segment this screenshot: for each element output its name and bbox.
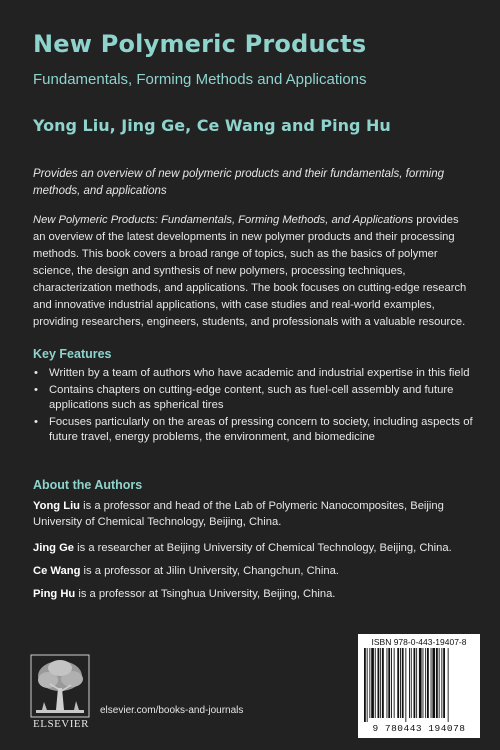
key-features-heading: Key Features (33, 347, 112, 361)
description-title: New Polymeric Products: Fundamentals, Forming Methods, and Applications (33, 214, 414, 226)
bullet-icon: • (34, 383, 38, 396)
book-subtitle: Fundamentals, Forming Methods and Applications (33, 71, 367, 88)
author-text: is a professor at Tsinghua University, Beijing, China. (75, 588, 336, 600)
author-text: is a professor and head of the Lab of Polymeric Nanocomposites, Beijing University of Chemical Technology, Beijing, China. (33, 500, 444, 528)
author-name: Ce Wang (33, 565, 81, 577)
author-bio (33, 540, 473, 556)
author-bio (33, 586, 473, 602)
feature-text: Written by a team of authors who have academic and industrial expertise in this field (49, 367, 470, 379)
author-text: is a professor at Jilin University, Changchun, China. (80, 565, 339, 577)
author-name: Yong Liu (33, 500, 81, 512)
isbn-label: ISBN 978-0-443-19407-8 (371, 637, 467, 647)
list-item (33, 366, 478, 382)
key-features-list (33, 366, 478, 447)
bullet-icon: • (34, 415, 38, 428)
author-bio (33, 563, 473, 579)
description-body: provides an overview of the latest developments in new polymer products and their processing methods. This book covers a broad range of topics, such as the basics of polymer science, the design and synthesis of new polymers, processing techniques, characterization methods, and applications. The book focuses on cutting-edge research and innovative industrial applications, with case studies and real-world examples, providing researchers, engineers, students, and professionals with a valuable resource. (33, 214, 467, 328)
publisher-name: ELSEVIER (33, 718, 89, 730)
isbn-barcode (358, 634, 480, 738)
barcode-digits: 9 780443 194078 (372, 723, 466, 734)
author-name: Ping Hu (33, 588, 76, 600)
about-authors-heading: About the Authors (33, 478, 143, 492)
feature-text: Focuses particularly on the areas of pressing concern to society, including aspects of future travel, energy problems, the environment, and biomedicine (49, 415, 473, 443)
author-name: Jing Ge (33, 542, 75, 554)
list-item (33, 415, 478, 446)
book-authors: Yong Liu, Jing Ge, Ce Wang and Ping Hu (33, 116, 391, 135)
publisher-url[interactable]: elsevier.com/books-and-journals (100, 705, 244, 716)
book-title: New Polymeric Products (33, 30, 367, 58)
bullet-icon: • (34, 367, 38, 379)
feature-text: Contains chapters on cutting-edge content, such as fuel-cell assembly and future applications such as spherical tires (49, 383, 454, 411)
author-text: is a researcher at Beijing University of Chemical Technology, Beijing, China. (74, 542, 452, 554)
elsevier-tree-icon (30, 654, 90, 718)
list-item (33, 383, 478, 414)
description (33, 212, 473, 331)
author-bio (33, 498, 473, 530)
tagline: Provides an overview of new polymeric products and their fundamentals, forming methods, and applications (33, 168, 445, 197)
barcode-icon (363, 648, 475, 722)
